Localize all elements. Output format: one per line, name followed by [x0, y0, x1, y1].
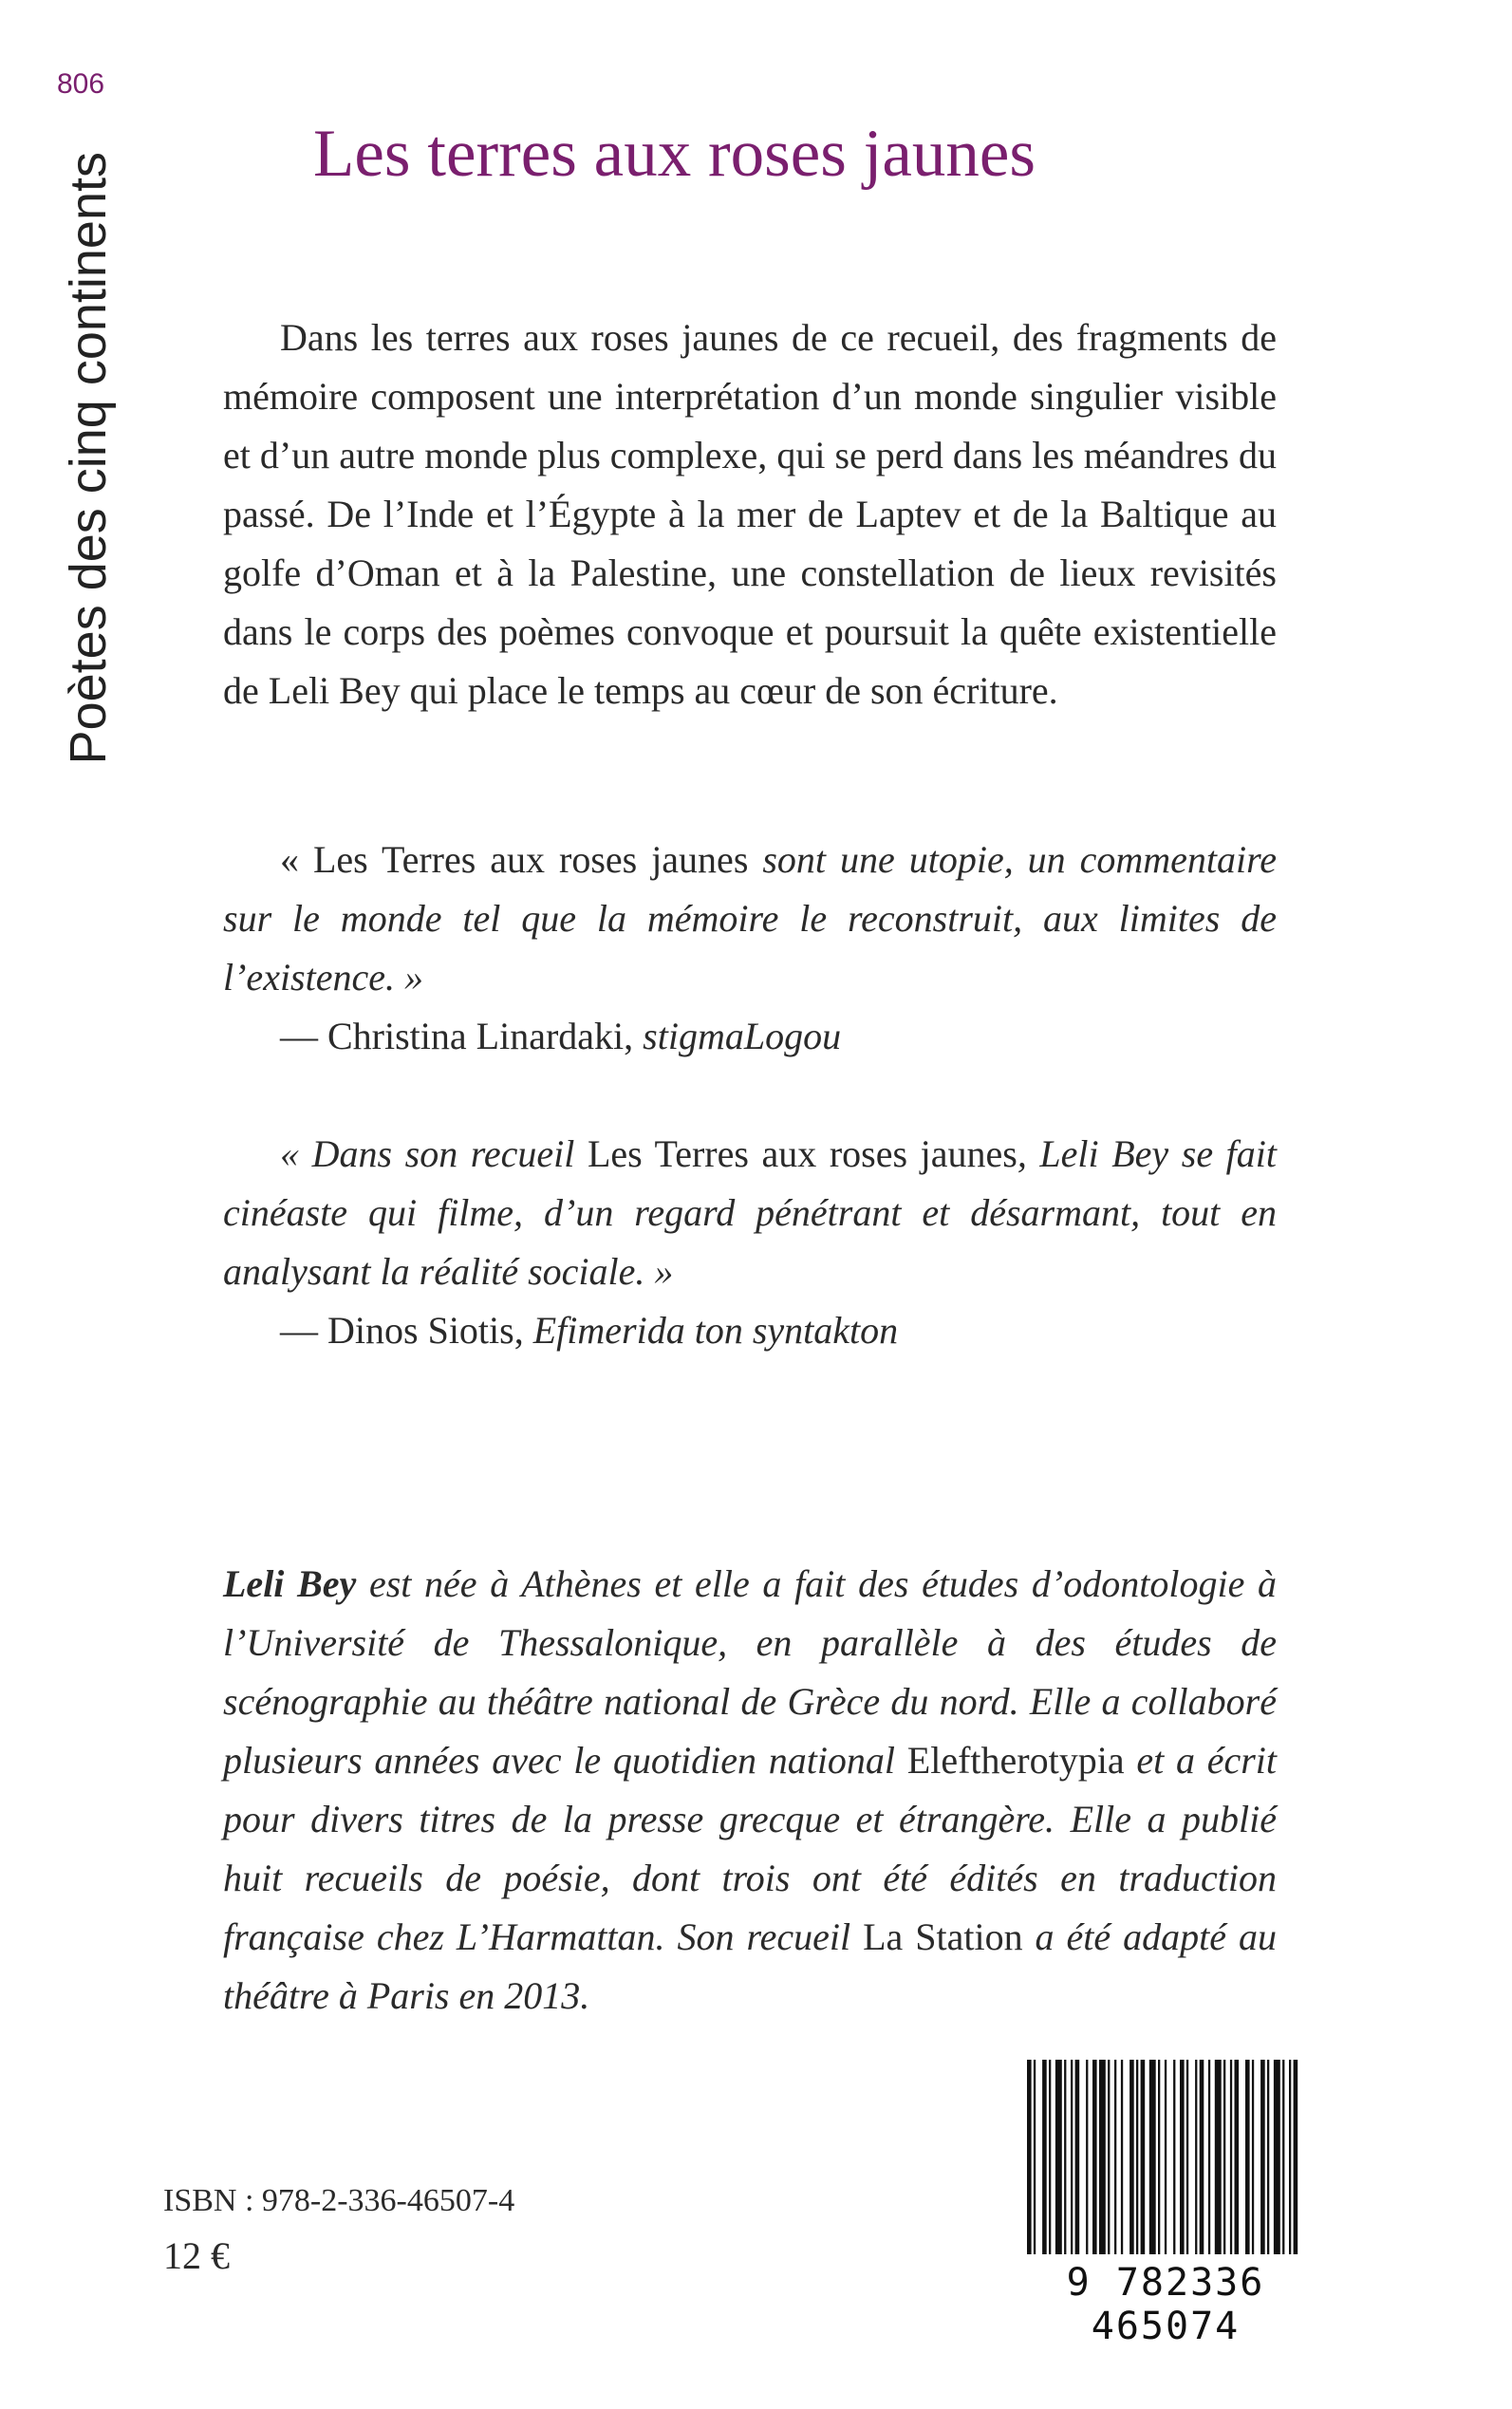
barcode-bar: [1274, 2060, 1280, 2254]
barcode-bar: [1064, 2060, 1066, 2254]
barcode-bar: [1027, 2060, 1032, 2254]
quote-2-source: Efimerida ton syntakton: [532, 1309, 899, 1352]
barcode-bar: [1165, 2060, 1167, 2254]
quote-2-author: — Dinos Siotis,: [280, 1309, 533, 1352]
barcode-bar: [1034, 2060, 1036, 2254]
quote-1-attribution: [223, 1007, 1277, 1066]
bio-text: [223, 1555, 1277, 2026]
quote-2-open: « Dans son recueil: [280, 1132, 588, 1175]
barcode-bar: [1055, 2060, 1062, 2254]
barcode-bar: [1121, 2060, 1123, 2254]
author-bio: [223, 1555, 1277, 2026]
bio-part-2: et a écrit pour divers titres de la presse grecque et étrangère. Elle a publié huit recueils de poésie, dont trois ont été édités en traduction française chez L’Harmattan. Son recueil: [223, 1739, 1277, 1958]
barcode-bar: [1173, 2060, 1175, 2254]
bio-newspaper: Eleftherotypia: [906, 1739, 1125, 1782]
barcode-digits: 9 782336 465074: [1066, 2261, 1265, 2348]
barcode-bar: [1042, 2060, 1047, 2254]
barcode-bar: [1108, 2060, 1110, 2254]
barcode-bar: [1208, 2060, 1210, 2254]
price: 12 €: [163, 2234, 230, 2277]
barcode-bar: [1215, 2060, 1222, 2254]
barcode-bar: [1230, 2060, 1232, 2254]
author-name: Leli Bey: [223, 1562, 357, 1605]
barcode-bar: [1114, 2060, 1116, 2254]
barcode-bar: [1180, 2060, 1185, 2254]
barcode-bar: [1267, 2060, 1269, 2254]
barcode: [1014, 2050, 1317, 2348]
barcode-bar: [1186, 2060, 1188, 2254]
barcode-bar: [1086, 2060, 1088, 2254]
review-quote-2: [223, 1125, 1277, 1360]
barcode-bar: [1136, 2060, 1138, 2254]
barcode-bars: [1023, 2060, 1308, 2259]
barcode-bar: [1075, 2060, 1080, 2254]
quote-1-text: [223, 831, 1277, 1007]
quote-2-title: Les Terres aux roses jaunes: [587, 1132, 1017, 1175]
barcode-bar: [1092, 2060, 1097, 2254]
quote-2-attribution: [223, 1301, 1277, 1360]
quote-1-author: — Christina Linardaki,: [280, 1015, 644, 1057]
barcode-bar: [1049, 2060, 1051, 2254]
synopsis: [223, 308, 1277, 720]
barcode-bar: [1129, 2060, 1134, 2254]
quote-1-body: sont une utopie, un commentaire sur le monde tel que la mémoire le reconstruit, aux limites de l’existence. »: [223, 838, 1277, 999]
book-title: Les terres aux roses jaunes: [313, 117, 1036, 191]
quote-2-body: , Leli Bey se fait cinéaste qui filme, d’un regard pénétrant et désarmant, tout en analysant la réalité sociale. »: [223, 1132, 1277, 1293]
barcode-bar: [1158, 2060, 1160, 2254]
series-name: Poètes des cinq continents: [60, 152, 117, 765]
quote-2-text: [223, 1125, 1277, 1301]
bio-part-1: est née à Athènes et elle a fait des études d’odontologie à l’Université de Thessalonique, en parallèle à des études de scénographie au théâtre national de Grèce du nord. Elle a collaboré plusieurs années avec le quotidien national: [223, 1562, 1278, 1782]
isbn: ISBN : 978-2-336-46507-4: [163, 2183, 515, 2218]
review-quote-1: [223, 831, 1277, 1066]
barcode-bar: [1289, 2060, 1291, 2254]
barcode-bar: [1245, 2060, 1250, 2254]
barcode-bar: [1223, 2060, 1225, 2254]
barcode-bar: [1071, 2060, 1073, 2254]
quote-1-source: stigmaLogou: [643, 1015, 842, 1057]
barcode-bar: [1099, 2060, 1106, 2254]
barcode-bar: [1294, 2060, 1298, 2254]
series-number: 806: [57, 68, 105, 100]
barcode-bar: [1282, 2060, 1284, 2254]
barcode-bar: [1141, 2060, 1146, 2254]
barcode-bar: [1235, 2060, 1240, 2254]
synopsis-text: Dans les terres aux roses jaunes de ce recueil, des fragments de mémoire composent une interprétation d’un monde singulier visible et d’un autre monde plus complexe, qui se perd dans les méandres du passé. De l’Inde et l’Égypte à la mer de Laptev et de la Baltique au golfe d’Oman et à la Palestine, une constellation de lieux revisités dans le corps des poèmes convoque et poursuit la quête existentielle de Leli Bey qui place le temps au cœur de son écriture.: [223, 316, 1277, 712]
barcode-bar: [1260, 2060, 1265, 2254]
barcode-bar: [1195, 2060, 1197, 2254]
barcode-bar: [1200, 2060, 1204, 2254]
bio-part-3: a été adapté au théâtre à Paris en 2013.: [223, 1915, 1277, 2017]
barcode-bar: [1252, 2060, 1254, 2254]
bio-station: La Station: [863, 1915, 1023, 1958]
series-name-container: [55, 152, 121, 930]
barcode-bar: [1149, 2060, 1156, 2254]
quote-1-open: « Les Terres aux roses jaunes: [280, 838, 763, 881]
